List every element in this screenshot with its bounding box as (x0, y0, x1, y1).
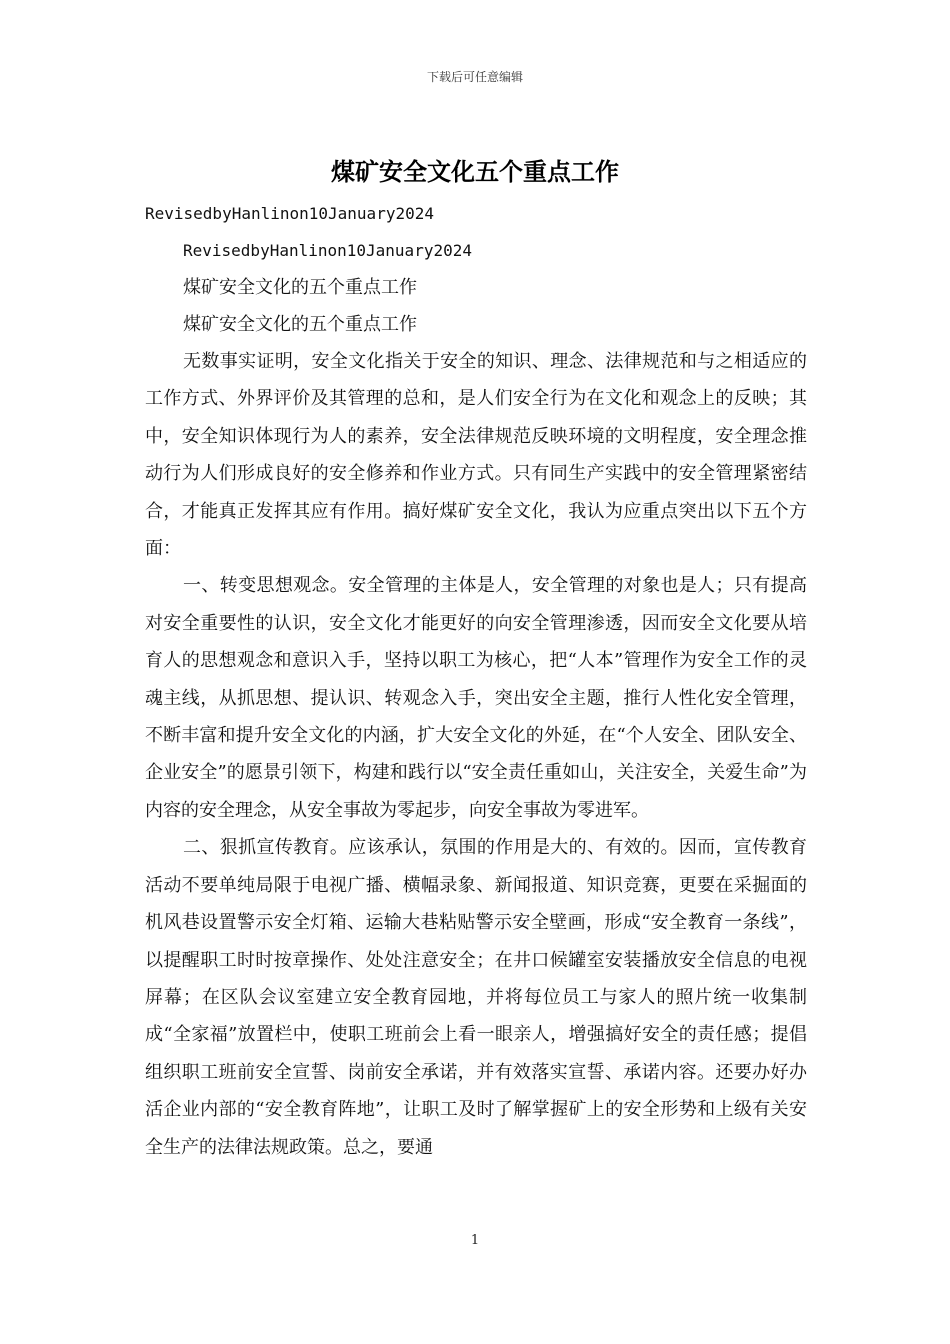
revision-line: RevisedbyHanlinon10January2024 (183, 241, 472, 260)
revision-line: RevisedbyHanlinon10January2024 (145, 204, 434, 223)
document-body (145, 195, 807, 1166)
page-header: 下载后可任意编辑 (426, 70, 523, 84)
page-number: 1 (470, 1233, 480, 1248)
document-title: 煤矿安全文化五个重点工作 (331, 157, 619, 186)
body-paragraph-section-1: 一、转变思想观念。安全管理的主体是人，安全管理的对象也是人；只有提高对安全重要性的认识，安全文化才能更好的向安全管理渗透，因而安全文化要从培育人的思想观念和意识入手，坚持以职工为核心，把“人本”管理作为安全工作的灵魂主线，从抓思想、提认识、转观念入手，突出安全主题，推行人性化安全管理，不断丰富和提升安全文化的内涵，扩大安全文化的外延，在“个人安全、团队安全、企业安全”的愿景引领下，构建和践行以“安全责任重如山，关注安全，关爱生命”为内容的安全理念，从安全事故为零起步，向安全事故为零进军。 (145, 575, 807, 821)
body-paragraph-section-2: 二、狠抓宣传教育。应该承认，氛围的作用是大的、有效的。因而，宣传教育活动不要单纯局限于电视广播、横幅录象、新闻报道、知识竞赛，更要在采掘面的机风巷设置警示安全灯箱、运输大巷粘贴警示安全壁画，形成“安全教育一条线”，以提醒职工时时按章操作、处处注意安全；在井口候罐室安装播放安全信息的电视屏幕；在区队会议室建立安全教育园地，并将每位员工与家人的照片统一收集制成“全家福”放置栏中，使职工班前会上看一眼亲人，增强搞好安全的责任感；提倡组织职工班前安全宣誓、岗前安全承诺，并有效落实宣誓、承诺内容。还要办好办活企业内部的“安全教育阵地”，让职工及时了解掌握矿上的安全形势和上级有关安全生产的法律法规政策。总之，要通 (145, 837, 807, 1158)
body-paragraph-intro: 无数事实证明，安全文化指关于安全的知识、理念、法律规范和与之相适应的工作方式、外界评价及其管理的总和，是人们安全行为在文化和观念上的反映；其中，安全知识体现行为人的素养，安全法律规范反映环境的文明程度，安全理念推动行为人们形成良好的安全修养和作业方式。只有同生产实践中的安全管理紧密结合，才能真正发挥其应有作用。搞好煤矿安全文化，我认为应重点突出以下五个方面： (145, 351, 807, 560)
subtitle-line: 煤矿安全文化的五个重点工作 (183, 314, 417, 335)
subtitle-line: 煤矿安全文化的五个重点工作 (183, 277, 417, 298)
